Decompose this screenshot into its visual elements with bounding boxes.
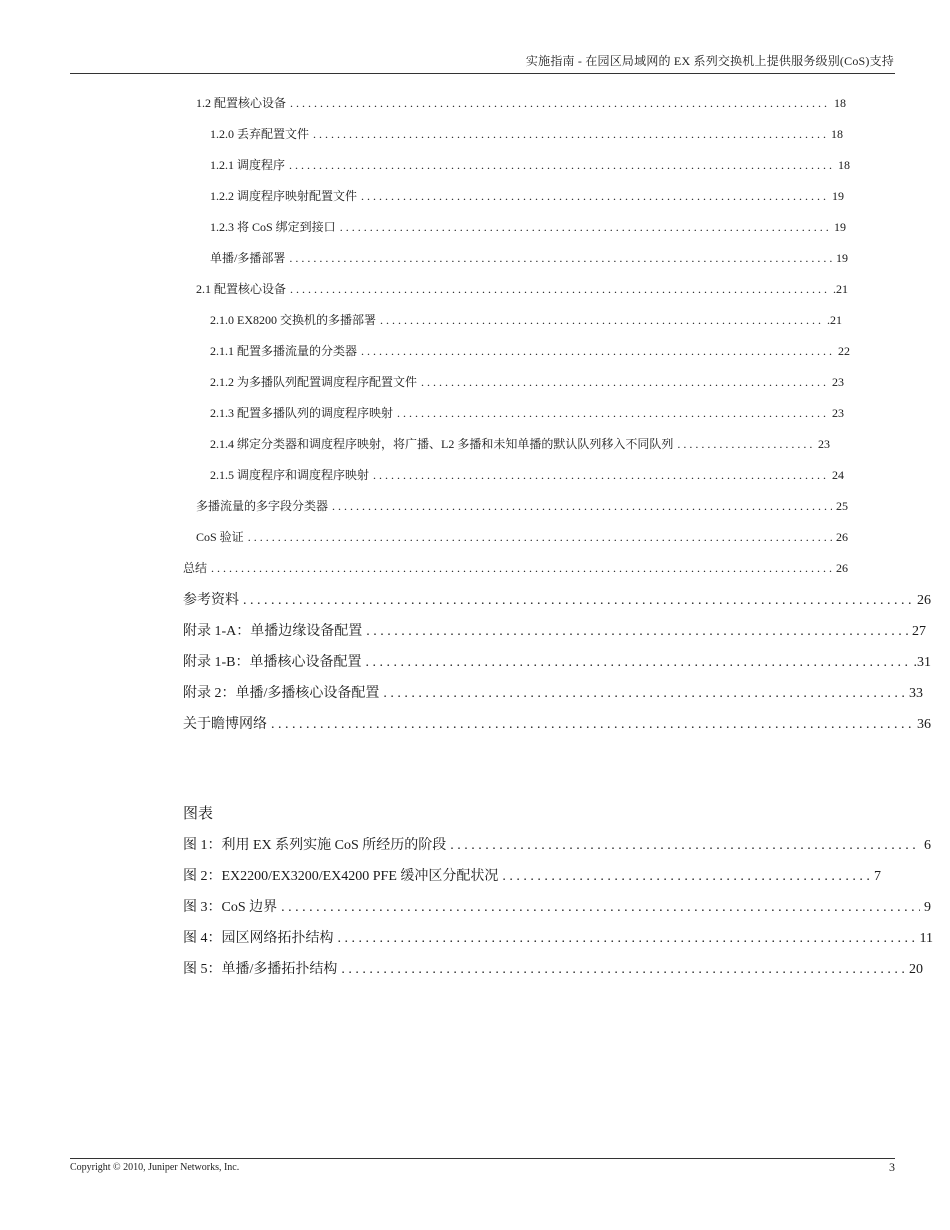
leader-dots [313,127,827,142]
toc-entry[interactable] [183,620,926,640]
toc-entry-label: 2.1 配置核心设备 [196,282,287,296]
leader-dots [397,406,828,421]
toc-entry-page: 18 [831,127,843,141]
toc-entry-page: 18 [834,96,846,110]
toc-entry-label: 多播流量的多字段分类器 [196,499,329,513]
toc-entry-page: 23 [832,406,844,420]
leader-dots [361,189,828,204]
leader-dots [281,900,920,916]
toc-entry[interactable] [210,466,844,483]
toc-entry-label: 附录 1-B：单播核心设备配置 [183,655,362,670]
page-number: 3 [889,1160,895,1174]
toc-entry[interactable] [210,187,844,204]
leader-dots [290,282,829,297]
leader-dots [366,655,910,671]
toc-entry-label: 附录 2：单播/多播核心设备配置 [183,686,380,701]
leader-dots [366,624,908,640]
toc-entry[interactable] [196,497,848,514]
leader-dots [271,717,913,733]
toc-entry[interactable] [210,342,850,359]
leader-dots [211,561,832,576]
toc-entry-page: 26 [917,593,931,608]
leader-dots [383,686,905,702]
leader-dots [421,375,828,390]
toc-entry[interactable] [210,373,844,390]
toc-entry[interactable] [210,249,848,266]
toc-entry[interactable] [210,435,830,452]
leader-dots [290,96,830,111]
figure-entry[interactable] [183,834,931,854]
figure-entry-label: 图 1：利用 EX 系列实施 CoS 所经历的阶段 [183,838,447,853]
figure-entry[interactable] [183,896,931,916]
copyright-notice: Copyright © 2010, Juniper Networks, Inc. [70,1162,240,1173]
toc-entry-page: 18 [838,158,850,172]
leader-dots [450,838,920,854]
toc-entry-label: 1.2 配置核心设备 [196,96,287,110]
toc-entry-page: 25 [836,499,848,513]
leader-dots [243,593,913,609]
leader-dots [289,158,834,173]
footer-divider [70,1158,895,1159]
toc-entry[interactable] [210,156,850,173]
toc-entry[interactable] [210,404,844,421]
toc-entry-label: 1.2.1 调度程序 [210,158,286,172]
figure-entry-page: 20 [909,962,923,977]
leader-dots [332,499,832,514]
leader-dots [340,220,830,235]
toc-entry-label: 2.1.2 为多播队列配置调度程序配置文件 [210,375,418,389]
toc-entry[interactable] [210,218,846,235]
figure-entry-page: 11 [919,931,933,946]
figure-entry-label: 图 5：单播/多播拓扑结构 [183,962,338,977]
toc-entry-page: 26 [836,561,848,575]
toc-entry[interactable] [196,280,848,297]
toc-entry-page: 26 [836,530,848,544]
toc-entry-page: 36 [917,717,931,732]
leader-dots [341,962,905,978]
toc-entry-page: .31 [913,655,931,670]
toc-entry-page: .21 [833,282,848,296]
figure-entry-label: 图 3：CoS 边界 [183,900,278,915]
toc-entry[interactable] [183,713,931,733]
toc-entry[interactable] [210,311,842,328]
figure-entry[interactable] [183,927,933,947]
toc-entry[interactable] [183,589,931,609]
toc-entry-page: 22 [838,344,850,358]
toc-entry[interactable] [196,94,846,111]
toc-entry-label: 总结 [183,561,208,575]
figure-entry-label: 图 4：园区网络拓扑结构 [183,931,334,946]
figure-entry-page: 6 [924,838,931,853]
toc-entry-page: 33 [909,686,923,701]
toc-entry-page: 19 [834,220,846,234]
leader-dots [248,530,832,545]
toc-entry-label: 1.2.3 将 CoS 绑定到接口 [210,220,336,234]
figure-entry-page: 7 [874,869,881,884]
toc-entry-label: 参考资料 [183,593,239,608]
figures-section-title: 图表 [183,806,214,822]
toc-entry-label: CoS 验证 [196,530,244,544]
toc-entry-page: 19 [832,189,844,203]
toc-entry-label: 2.1.4 绑定分类器和调度程序映射，将广播、L2 多播和未知单播的默认队列移入不同队列 [210,437,674,451]
leader-dots [289,251,832,266]
figure-entry-label: 图 2：EX2200/EX3200/EX4200 PFE 缓冲区分配状况 [183,869,499,884]
leader-dots [380,313,823,328]
toc-entry[interactable] [183,559,848,576]
figure-entry[interactable] [183,865,881,885]
toc-entry-label: 关于瞻博网络 [183,717,267,732]
leader-dots [677,437,814,452]
toc-entry-page: 23 [818,437,830,451]
leader-dots [361,344,834,359]
toc-entry[interactable] [210,125,843,142]
toc-entry-label: 2.1.5 调度程序和调度程序映射 [210,468,370,482]
toc-entry-label: 单播/多播部署 [210,251,286,265]
toc-entry-page: .21 [827,313,842,327]
toc-entry-label: 2.1.3 配置多播队列的调度程序映射 [210,406,394,420]
toc-entry-label: 1.2.0 丢弃配置文件 [210,127,310,141]
toc-entry-label: 1.2.2 调度程序映射配置文件 [210,189,358,203]
figure-entry-page: 9 [924,900,931,915]
toc-entry-page: 27 [912,624,926,639]
figure-entry[interactable] [183,958,923,978]
toc-entry[interactable] [196,528,848,545]
leader-dots [373,468,828,483]
toc-entry-label: 2.1.1 配置多播流量的分类器 [210,344,358,358]
toc-entry[interactable] [183,682,923,702]
running-header: 实施指南 - 在园区局域网的 EX 系列交换机上提供服务级别(CoS)支持 [525,54,894,68]
toc-entry-label: 2.1.0 EX8200 交换机的多播部署 [210,313,376,327]
toc-entry-page: 19 [836,251,848,265]
toc-entry-page: 24 [832,468,844,482]
toc-entry-page: 23 [832,375,844,389]
header-divider [70,73,895,74]
toc-entry-label: 附录 1-A：单播边缘设备配置 [183,624,363,639]
leader-dots [338,931,916,947]
toc-entry[interactable] [183,651,931,671]
leader-dots [502,869,870,885]
